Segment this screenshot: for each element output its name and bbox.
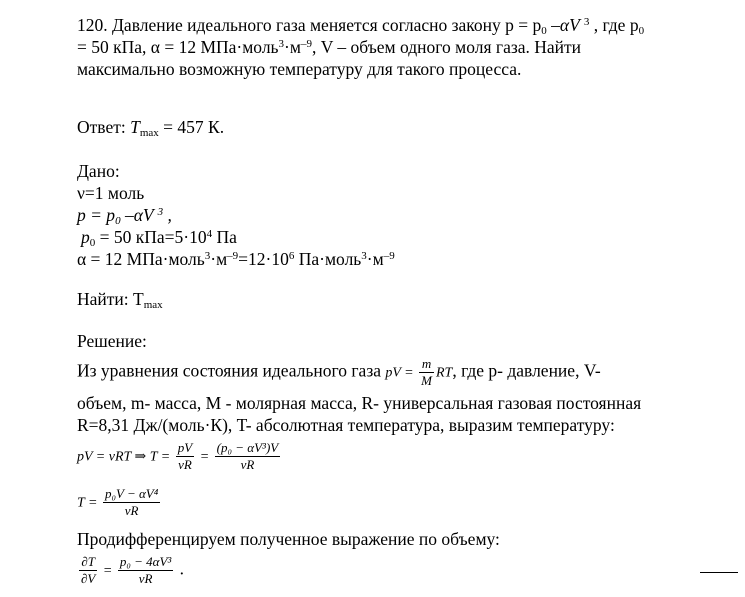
superscript: –9 xyxy=(227,250,239,262)
solution-title xyxy=(77,330,147,352)
fraction-numerator: ∂T xyxy=(79,554,97,571)
given-alpha xyxy=(77,248,395,270)
fraction-numerator: m xyxy=(419,356,434,373)
problem-line-3 xyxy=(77,58,521,80)
solution-text: Продифференцируем полученное выражение по объему: xyxy=(77,529,500,549)
given-p0 xyxy=(81,226,237,248)
subscript: 0 xyxy=(638,25,645,37)
superscript: 4 xyxy=(206,228,213,240)
formula-text: p xyxy=(81,227,90,247)
solution-line-4 xyxy=(77,528,500,550)
fraction-denominator: M xyxy=(421,373,432,388)
equation-3 xyxy=(77,554,184,587)
given-text: α = 12 МПа·моль xyxy=(77,249,205,269)
given-title xyxy=(77,160,120,182)
fraction-denominator: νR xyxy=(240,457,255,472)
given-nu xyxy=(77,182,144,204)
given-law xyxy=(77,204,172,226)
given-text: ·м xyxy=(366,249,384,269)
problem-text: ·м xyxy=(284,37,301,57)
fraction-pV-over-nuR xyxy=(176,440,194,473)
given-text: ν=1 моль xyxy=(77,183,145,203)
fraction-derivative-value xyxy=(118,554,173,587)
given-text: ·м xyxy=(210,249,228,269)
given-text: = 50 кПа=5·10 xyxy=(95,227,207,247)
formula-text: RT xyxy=(435,365,453,381)
fraction-numerator: (p₀ − αV³)V xyxy=(216,440,279,455)
formula-text: –αV xyxy=(120,205,158,225)
problem-text: максимально возможную температуру для такого процесса. xyxy=(77,59,522,79)
formula-text: . xyxy=(175,558,185,579)
fraction-numerator: p₀V − αV⁴ xyxy=(104,486,159,501)
superscript: 3 xyxy=(157,206,164,218)
fraction-derivative xyxy=(79,554,97,587)
given-text: Па xyxy=(212,227,237,247)
problem-text: , V – объем одного моля газа. Найти xyxy=(311,37,582,57)
fraction-m-over-M xyxy=(419,356,434,389)
formula-text: = xyxy=(196,449,213,465)
subscript: 0 xyxy=(541,25,547,37)
solution-heading: Решение: xyxy=(77,331,147,351)
answer-label: Ответ: xyxy=(77,117,131,137)
answer-value: = 457 К. xyxy=(158,117,225,137)
formula-text: –αV xyxy=(546,15,584,35)
equation-1 xyxy=(77,440,282,473)
subscript: 0 xyxy=(89,237,96,249)
given-text: =12·10 xyxy=(238,249,289,269)
fraction-denominator: νR xyxy=(138,571,153,586)
problem-text: 120. Давление идеального газа меняется согласно закону p = p xyxy=(77,15,542,35)
fraction-denominator: ∂V xyxy=(81,571,96,586)
formula-text: pV = νRT ⇒ T = xyxy=(77,449,174,465)
fraction-expanded xyxy=(215,440,281,473)
answer-line xyxy=(77,116,224,138)
formula-text: = xyxy=(99,563,116,579)
fraction-denominator: νR xyxy=(178,457,192,472)
superscript: –9 xyxy=(383,250,395,262)
problem-line-2 xyxy=(77,36,581,58)
fraction-numerator: pV xyxy=(177,440,193,455)
problem-text: , где p xyxy=(589,15,639,35)
equation-2 xyxy=(77,486,162,519)
formula-text: p = p xyxy=(77,205,116,225)
fraction-numerator: p₀ − 4αV³ xyxy=(119,554,172,569)
problem-line-1 xyxy=(77,14,644,36)
given-heading: Дано: xyxy=(77,161,120,181)
superscript: 3 xyxy=(361,250,367,262)
solution-text: , где p- давление, V- xyxy=(452,360,601,381)
problem-text: = 50 кПа, α = 12 МПа·моль xyxy=(77,37,279,57)
formula-text: T = xyxy=(77,495,101,511)
formula-text: , xyxy=(163,205,172,225)
fraction-denominator: νR xyxy=(124,503,139,518)
superscript: 6 xyxy=(288,250,295,262)
find-label: Найти: T xyxy=(77,289,144,309)
find-line xyxy=(77,288,163,310)
solution-text: Из уравнения состояния идеального газа xyxy=(77,360,386,381)
superscript: –9 xyxy=(300,38,312,50)
solution-line-3 xyxy=(77,414,615,436)
subscript: max xyxy=(139,127,159,139)
fraction-temperature xyxy=(103,486,160,519)
given-text: Па·моль xyxy=(294,249,362,269)
superscript: 3 xyxy=(583,16,590,28)
subscript: max xyxy=(143,299,163,311)
superscript: 3 xyxy=(278,38,285,50)
answer-symbol: T xyxy=(130,117,140,137)
solution-line-1 xyxy=(77,356,601,389)
solution-text: R=8,31 Дж/(моль·К), T- абсолютная температура, выразим температуру: xyxy=(77,415,615,435)
superscript: 3 xyxy=(204,250,211,262)
subscript: 0 xyxy=(115,215,121,227)
formula-text: pV = xyxy=(385,365,418,381)
solution-text: объем, m- масса, M - молярная масса, R- универсальная газовая постоянная xyxy=(77,393,642,413)
page-edge-rule xyxy=(700,572,738,573)
solution-line-2 xyxy=(77,392,641,414)
